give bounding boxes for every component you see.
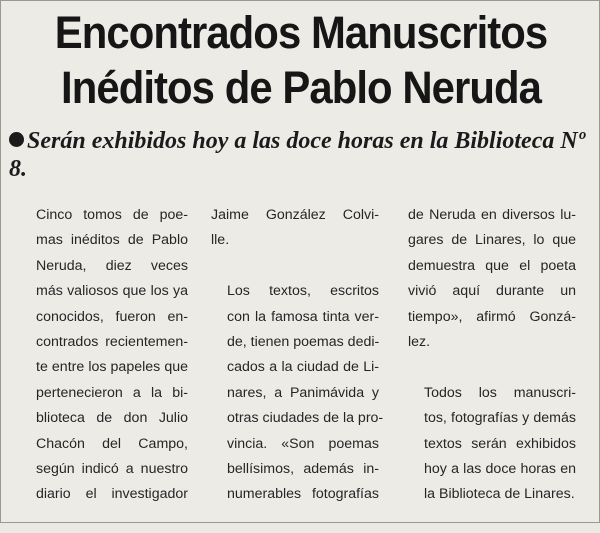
article-line: contrados recientemen-: [36, 334, 188, 351]
article-paragraph: [408, 381, 576, 508]
article-line: demuestra que el poeta: [408, 257, 576, 274]
article-line: según indicó a nuestro: [36, 461, 188, 478]
article-line: lle.: [211, 232, 230, 249]
article-line: te entre los papeles que: [36, 359, 188, 376]
article-line: pertenecieron a la bi-: [36, 384, 188, 401]
headline-line-2: Inéditos de Pablo Neruda: [61, 62, 541, 113]
article-line: diario el investigador: [36, 486, 188, 503]
article-line: de, tienen poemas dedi-: [227, 334, 380, 351]
article-line: otras ciudades de la pro-: [227, 410, 384, 427]
article-line: Cinco tomos de poe-: [36, 207, 188, 223]
article-line: la Biblioteca de Linares.: [424, 486, 575, 503]
article-line: más valiosos que los ya: [36, 283, 188, 300]
article-line: nares, a Panimávida y: [227, 384, 379, 401]
article-line: Jaime González Colvi-: [211, 207, 379, 223]
article-column-3: [408, 203, 576, 533]
article-line: hoy a las doce horas en: [424, 461, 576, 478]
article-line: cados a la ciudad de Li-: [227, 359, 379, 376]
article-line: mas inéditos de Pablo: [36, 232, 188, 249]
article-line: Todos los manuscri-: [424, 384, 576, 401]
bullet-icon: [9, 132, 24, 147]
article-line: tos, fotografías y demás: [424, 410, 576, 427]
article-line: conocidos, fueron en-: [36, 308, 188, 325]
article-column-2: [211, 203, 384, 533]
article-line: vivió aquí durante un: [408, 283, 576, 300]
article-column-1: [20, 203, 188, 533]
article-line: gares de Linares, lo que: [408, 232, 576, 249]
article-line: tiempo», afirmó Gonzá-: [408, 308, 576, 325]
article-line: bellísimos, además in-: [227, 461, 379, 478]
article-line: con la famosa tinta ver-: [227, 308, 379, 325]
article-paragraph: [211, 203, 379, 254]
article-line: lez.: [408, 334, 431, 351]
subheadline-text: Serán exhibidos hoy a las doce horas en la Biblioteca Nº 8.: [9, 128, 585, 182]
article-line: numerables fotografías: [227, 486, 379, 503]
article-line: de Neruda en diversos lu-: [408, 207, 576, 223]
article-line: textos serán exhibidos: [424, 435, 576, 452]
article-line: Chacón del Campo,: [36, 435, 188, 452]
article-paragraph: [408, 203, 576, 355]
article-paragraph: [20, 203, 188, 508]
article-line: Neruda, diez veces: [36, 257, 188, 274]
article-line: Los textos, escritos: [227, 283, 379, 300]
article-line: blioteca de don Julio: [36, 410, 188, 427]
article-line: vincia. «Son poemas: [227, 435, 379, 452]
headline: [22, 5, 580, 115]
article-paragraph: [211, 279, 384, 508]
headline-line-1: Encontrados Manuscritos: [54, 7, 548, 58]
subheadline: [9, 127, 595, 183]
